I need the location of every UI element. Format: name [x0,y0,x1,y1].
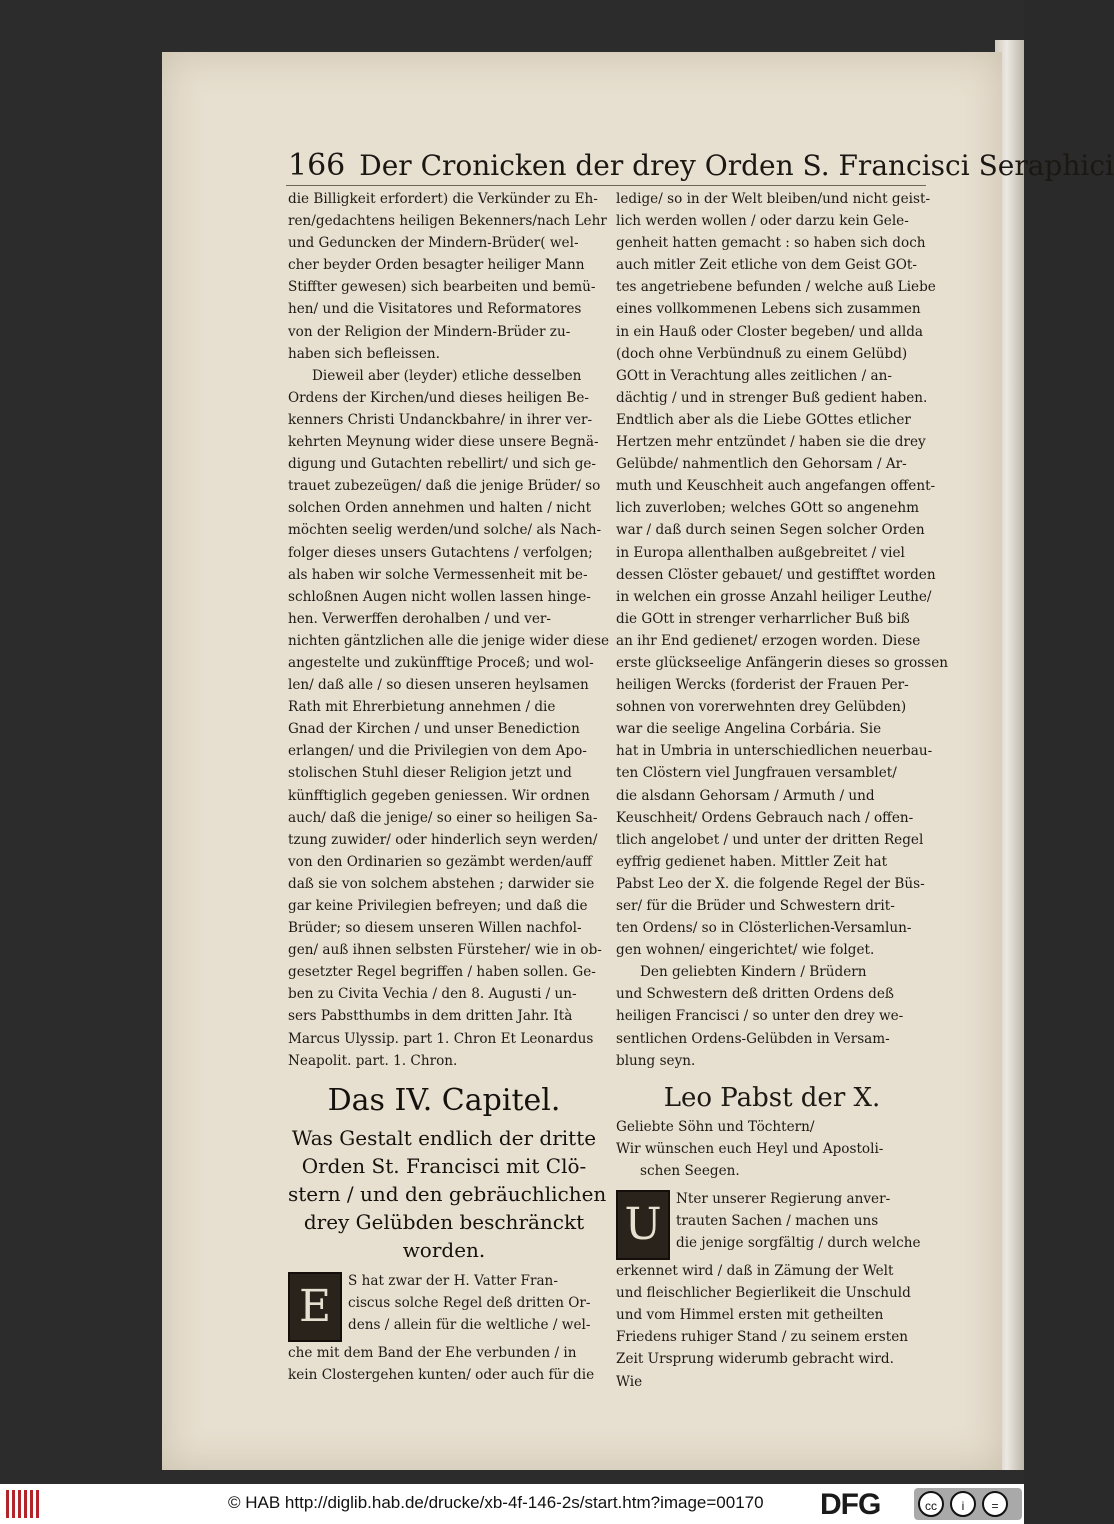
text-line: gesetzter Regel begriffen / haben sollen. Ge- [288,964,596,981]
text-line: tlich angelobet / und unter der dritten Regel [616,831,924,848]
text-line: auch/ daß die jenige/ so einer so heiligen Sa- [288,809,598,826]
right-text-c [616,1260,928,1393]
text-line: erste glückseelige Anfängerin dieses so grossen [616,654,948,671]
text-line: ledige/ so in der Welt bleiben/und nicht geist- [616,191,931,207]
text-line: Pabst Leo der X. die folgende Regel der Büs- [616,875,925,892]
text-line: und vom Himmel ersten mit getheilten [616,1307,884,1324]
right-column [616,188,948,1393]
text-line: lich zuverloben; welches GOtt so angenehm [616,500,919,517]
text-line: erkennet wird / daß in Zämung der Welt [616,1263,894,1280]
dfg-logo: DFG [820,1488,881,1521]
text-line: GOtt in Verachtung alles zeitlichen / an- [616,367,892,384]
text-line: hen. Verwerffen derohalben / und ver- [288,610,551,627]
text-line: solchen Orden annehmen und halten / nicht [288,500,592,517]
text-line: und Geduncken der Mindern-Brüder( wel- [288,235,579,252]
text-line: schloßnen Augen nicht wollen lassen hinge- [288,588,591,605]
catchword: Wie [616,1373,643,1390]
text-line: und Schwestern deß dritten Ordens deß [616,986,894,1003]
text-line: und fleischlicher Begierlikeit die Unschuld [616,1285,911,1302]
text-line: sers Pabstthumbs in dem dritten Jahr. Ità [288,1008,573,1025]
text-line: heiligen Wercks (forderist der Frauen Per- [616,677,909,694]
text-line: erlangen/ und die Privilegien von dem Apo- [288,743,587,760]
right-text-b [616,961,928,1071]
text-line: ser/ für die Brüder und Schwestern drit- [616,898,895,914]
text-line: Gnad der Kirchen / und unser Benediction [288,721,580,738]
text-line: gen wohnen/ eingerichtet/ wie folget. [616,942,875,959]
text-line: ben zu Civita Vechia / den 8. Augusti / un- [288,986,577,1003]
right-text-a [616,188,948,961]
head-rule [286,185,926,186]
text-line: schen Seegen. [640,1162,740,1179]
viewer-footer [0,1484,1024,1524]
text-line: ciscus solche Regel deß dritten Or- [348,1294,591,1311]
text-line: kenners Christi Undanckbahre/ in ihrer ver- [288,411,593,428]
chapter-heading-line: stern / und den gebräuchlichen [288,1181,607,1206]
text-line: (doch ohne Verbündnuß zu einem Gelübd) [616,345,908,362]
text-line: in Europa allenthalben außgebreitet / viel [616,544,905,561]
text-line: hat in Umbria in unterschiedlichen neuerbau- [616,743,933,760]
text-line: daß sie von solchem abstehen ; darwider sie [288,875,595,892]
text-line: ten Ordens/ so in Clösterlichen-Versamlun- [616,920,912,937]
text-line: tzung zuwider/ oder hinderlich seyn werden/ [288,831,598,848]
text-line: als haben wir solche Vermessenheit mit be- [288,566,588,583]
text-line: war die seelige Angelina Corbária. Sie [616,721,882,738]
chapter-heading-line: worden. [402,1237,486,1262]
left-text-a [288,188,607,365]
text-line: hen/ und die Visitatores und Reformatores [288,301,582,318]
text-line: che mit dem Band der Ehe verbunden / in [288,1344,577,1361]
source-url-link[interactable]: © HAB http://diglib.hab.de/drucke/xb-4f-146-2s/start.htm?image=00170 [228,1493,764,1512]
chapter-title: Das IV. Capitel. [327,1082,561,1118]
text-line: Nter unserer Regierung anver- [676,1191,891,1208]
text-line: trauet zubezeügen/ daß die jenige Brüder/ so [288,478,601,495]
text-line: Endtlich aber als die Liebe GOttes etlicher [616,411,911,428]
text-line: digung und Gutachten rebellirt/ und sich ge- [288,456,597,473]
text-line: sohnen von vorerwehnten drey Gelübden) [616,699,907,716]
drop-cap: E [288,1272,342,1342]
text-line: Ordens der Kirchen/und dieses heiligen Be- [288,389,589,406]
text-line: kein Clostergehen kunten/ oder auch für die [288,1366,595,1383]
text-line: trauten Sachen / machen uns [676,1213,879,1230]
text-line: kehrten Meynung wider diese unsere Begnä- [288,434,599,451]
text-line: tes angetriebene befunden / welche auß Liebe [616,279,936,296]
text-line: Keuschheit/ Ordens Gebrauch nach / offen- [616,809,914,826]
chapter-heading-line: drey Gelübden beschränckt [303,1209,585,1234]
text-line: ten Clöstern viel Jungfrauen versamblet/ [616,765,897,782]
text-line: Hertzen mehr entzündet / haben sie die drey [616,434,926,451]
text-line: auch mitler Zeit etliche von dem Geist GOt- [616,257,917,274]
text-line: haben sich befleissen. [288,345,440,362]
text-line: angestelte und zukünfftige Proceß; und wol- [288,654,594,671]
text-line: Gelübde/ nahmentlich den Gehorsam / Ar- [616,456,907,473]
text-line: Den geliebten Kindern / Brüdern [640,964,867,981]
salutation [616,1116,928,1182]
text-line: möchten seelig werden/und solche/ als Nach- [288,522,602,539]
text-line: len/ daß alle / so diesen unseren heylsamen [288,677,589,694]
text-line: dens / allein für die weltliche / wel- [348,1316,591,1333]
text-line: eyffrig gedienet haben. Mittler Zeit hat [616,853,888,870]
text-line: die GOtt in strenger verharrlicher Buß biß [616,610,910,627]
text-line: genheit hatten gemacht : so haben sich doch [616,235,926,252]
text-line: künfftiglich gegeben geniessen. Wir ordnen [288,787,590,804]
text-line: sentlichen Ordens-Gelübden in Versam- [616,1030,890,1047]
text-line: Rath mit Ehrerbietung annehmen / die [288,699,556,716]
text-line: in welchen ein grosse Anzahl heiliger Leuthe/ [616,588,932,605]
left-text-b [288,365,610,1072]
text-line: von den Ordinarien so gezämbt werden/auff [288,853,592,870]
text-line: Marcus Ulyssip. part 1. Chron Et Leonardus [288,1030,594,1047]
text-line: Friedens ruhiger Stand / zu seinem ersten [616,1329,909,1346]
text-line: an ihr End gedienet/ erzogen worden. Diese [616,632,921,649]
text-line: die Billigkeit erfordert) die Verkünder zu Eh- [288,191,598,207]
text-line: von der Religion der Mindern-Brüder zu- [288,323,571,340]
text-line: folger dieses unsers Gutachtens / verfolgen; [288,544,593,561]
drop-cap: U [616,1190,670,1260]
text-line: Zeit Ursprung widerumb gebracht wird. [616,1351,894,1368]
text-line: Stiffter gewesen) sich bearbeiten und bemü- [288,279,596,296]
text-line: gen/ auß ihnen selbsten Fürsteher/ wie in ob- [288,942,602,959]
text-line: S hat zwar der H. Vatter Fran- [348,1272,558,1289]
license-badge[interactable] [914,1488,1022,1520]
chapter-heading-line: Was Gestalt endlich der dritte [291,1125,597,1150]
text-line: gar keine Privilegien befreyen; und daß die [288,898,588,914]
text-line: war / daß durch seinen Segen solcher Orden [616,522,925,539]
text-line: Wir wünschen euch Heyl und Apostoli- [616,1140,884,1157]
text-line: in ein Hauß oder Closter begeben/ und allda [616,323,924,340]
text-line: lich werden wollen / oder darzu kein Gele- [616,213,909,230]
text-line: stolischen Stuhl dieser Religion jetzt und [288,765,572,782]
text-line: dessen Clöster gebauet/ und gestifftet worden [616,566,936,583]
chapter-heading-line: Orden St. Francisci mit Clö- [301,1153,587,1178]
hab-logo-icon [6,1490,40,1518]
chapter-heading [288,1124,607,1264]
by-icon: i [950,1491,976,1517]
running-head-title: Der Cronicken der drey Orden S. Francisci Seraphici [359,149,1114,182]
text-line: ren/gedachtens heiligen Bekenners/nach Lehr [288,213,607,230]
running-head [288,148,1114,184]
pope-title: Leo Pabst der X. [663,1082,881,1113]
dropcap-paragraph [616,1188,928,1254]
text-line: dächtig / und in strenger Buß gedient haben. [616,389,928,406]
text-line: heiligen Francisci / so unter den drey we- [616,1008,904,1025]
text-line: nichten gäntzlichen alle die jenige wider diese [288,632,610,649]
cc-icon: cc [918,1491,944,1517]
text-line: die alsdann Gehorsam / Armuth / und [616,787,875,804]
dropcap-paragraph [288,1270,600,1386]
text-line: eines vollkommenen Lebens sich zusammen [616,301,921,318]
text-line: Neapolit. part. 1. Chron. [288,1052,458,1069]
left-column [288,188,610,1386]
page-number: 166 [288,148,346,183]
text-line: blung seyn. [616,1052,696,1069]
text-line: cher beyder Orden besagter heiliger Mann [288,257,585,274]
text-line: Geliebte Söhn und Töchtern/ [616,1118,815,1135]
text-line: Brüder; so diesem unseren Willen nachfol- [288,920,582,937]
sa-icon: = [982,1491,1008,1517]
text-line: die jenige sorgfältig / durch welche [676,1235,921,1252]
text-line: muth und Keuschheit auch angefangen offent- [616,478,936,495]
text-line: Dieweil aber (leyder) etliche desselben [312,367,582,384]
